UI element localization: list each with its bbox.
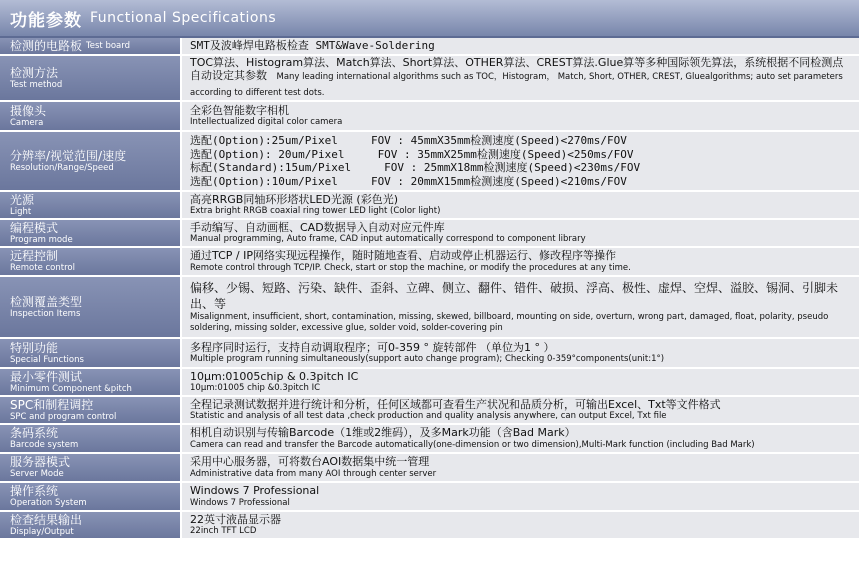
value-chinese: 高亮RRGB同轴环形塔状LED光源 (彩色光) [190, 192, 398, 206]
row-label [0, 425, 182, 452]
label-english: SPC and program control [10, 411, 117, 422]
row-label [0, 248, 182, 275]
value-chinese: 多程序同时运行，支持自动调取程序；可0-359 ° 旋转部件 （单位为1 ° ） [190, 340, 555, 354]
value-chinese: 手动编写、自动画框、CAD数据导入自动对应元件库 [190, 220, 445, 234]
label-english: Inspection Items [10, 308, 81, 319]
spec-row-server-mode [0, 454, 859, 483]
row-value [182, 38, 859, 54]
spec-row-operation-system [0, 483, 859, 512]
label-english: Test method [10, 79, 63, 90]
row-value [182, 454, 859, 481]
spec-row-test-method [0, 56, 859, 102]
spec-row-program-mode [0, 220, 859, 248]
label-chinese: 检测覆盖类型 [10, 294, 83, 309]
value-chinese: 全彩色智能数字相机 [190, 103, 289, 117]
label-english: Program mode [10, 234, 73, 245]
label-chinese: 光源 [10, 192, 35, 207]
spec-row-inspection-items [0, 277, 859, 339]
spec-row-special-functions [0, 339, 859, 369]
label-english: Resolution/Range/Speed [10, 162, 114, 173]
label-chinese: 摄像头 [10, 103, 47, 118]
row-label [0, 397, 182, 423]
title-chinese: 功能参数 [10, 10, 82, 31]
row-label [0, 277, 182, 337]
spec-row-light [0, 192, 859, 220]
spec-row-resolution [0, 132, 859, 192]
label-english: Special Functions [10, 354, 84, 365]
spec-row-remote-control [0, 248, 859, 277]
row-label [0, 339, 182, 367]
value-chinese: Windows 7 Professional [190, 484, 320, 498]
spec-row-camera [0, 102, 859, 132]
label-chinese: 操作系统 [10, 484, 59, 498]
resolution-line: 选配(Option):10um/Pixel FOV : 20mmX15mm检测速度(Speed)<210ms/FOV [190, 174, 627, 188]
row-label [0, 102, 182, 130]
value-english: Statistic and analysis of all test data ,check production and quality analysis anywhere, can output Excel, Txt file [190, 411, 667, 422]
label-english: Remote control [10, 263, 75, 273]
label-english: Server Mode [10, 469, 64, 479]
row-label [0, 192, 182, 218]
label-english: Operation System [10, 498, 87, 508]
spec-table [0, 38, 859, 540]
spec-row-spc [0, 397, 859, 425]
row-label [0, 369, 182, 395]
value-chinese: 采用中心服务器，可将数台AOI数据集中统一管理 [190, 455, 430, 469]
row-label [0, 220, 182, 246]
label-chinese: 远程控制 [10, 249, 59, 263]
label-chinese: 特别功能 [10, 340, 59, 355]
label-english: Display/Output [10, 526, 74, 537]
value-english: Many leading international algorithms such as TOC，Histogram， Match, Short, OTHER, CREST, Gluealgorithms; auto set parameters according to different test dots. [190, 72, 843, 98]
row-value [182, 397, 859, 423]
row-value [182, 56, 859, 100]
row-label [0, 454, 182, 481]
value-english: Intellectualized digital color camera [190, 117, 343, 128]
label-english: Barcode system [10, 440, 79, 450]
row-label [0, 56, 182, 100]
value-english: Multiple program running simultaneously(support auto change program); Checking 0-359°components(unit:1°) [190, 354, 665, 365]
row-value [182, 220, 859, 246]
value-english: 10μm:01005 chip &0.3pitch IC [190, 383, 321, 394]
value-chinese: SMT及波峰焊电路板检查 SMT&Wave-Soldering [190, 39, 435, 53]
label-english: Light [10, 206, 32, 217]
value-chinese: 相机自动识别与传输Barcode（1维或2维码），及多Mark功能（含Bad Mark） [190, 426, 576, 440]
value-chinese: 偏移、少锡、短路、污染、缺件、歪斜、立碑、侧立、翻件、错件、破损、浮高、极性、虚焊、空焊、溢胶、锡洞、引脚未出、等 [190, 281, 839, 311]
label-chinese: 条码系统 [10, 426, 59, 440]
value-chinese: 22英寸液晶显示器 [190, 512, 281, 526]
value-english: Camera can read and transfer the Barcode automatically(one-dimension or two dimension),Multi-Mark function (including Bad Mark) [190, 439, 755, 450]
row-label [0, 512, 182, 538]
spec-row-barcode [0, 425, 859, 454]
value-chinese: 通过TCP / IP网络实现远程操作，随时随地查看、启动或停止机器运行、修改程序等操作 [190, 249, 616, 263]
row-value [182, 132, 859, 190]
value-english: Manual programming, Auto frame, CAD input automatically correspond to component library [190, 234, 586, 245]
value-english: Extra bright RRGB coaxial ring tower LED light (Color light) [190, 206, 441, 217]
value-english: Remote control through TCP/IP. Check, start or stop the machine, or modify the procedures at any time. [190, 262, 631, 273]
resolution-line: 选配(Option): 20um/Pixel FOV : 35mmX25mm检测速度(Speed)<250ms/FOV [190, 147, 634, 161]
row-label [0, 132, 182, 190]
spec-title-bar [0, 0, 859, 38]
label-english: Minimum Component &pitch [10, 383, 132, 394]
label-english: Test board [86, 40, 131, 51]
row-value [182, 339, 859, 367]
resolution-line: 标配(Standard):15um/Pixel FOV : 25mmX18mm检测速度(Speed)<230ms/FOV [190, 161, 641, 174]
title-english: Functional Specifications [90, 10, 277, 26]
row-label [0, 483, 182, 510]
value-english: 22inch TFT LCD [190, 526, 257, 537]
label-chinese: 服务器模式 [10, 455, 71, 469]
label-chinese: 检查结果输出 [10, 512, 83, 527]
value-english: Windows 7 Professional [190, 497, 290, 508]
spec-row-minimum-component [0, 369, 859, 397]
resolution-line: 选配(Option):25um/Pixel FOV : 45mmX35mm检测速度(Speed)<270ms/FOV [190, 134, 627, 147]
row-value [182, 192, 859, 218]
spec-row-test-board [0, 38, 859, 56]
value-chinese: 全程记录测试数据并进行统计和分析，任何区域都可查看生产状况和品质分析，可输出Excel、Txt等文件格式 [190, 397, 721, 411]
row-value [182, 102, 859, 130]
spec-row-display-output [0, 512, 859, 540]
row-value [182, 512, 859, 538]
label-chinese: 分辨率/视觉范围/速度 [10, 148, 127, 163]
row-value [182, 483, 859, 510]
row-value [182, 277, 859, 337]
label-chinese: SPC和制程调控 [10, 397, 94, 412]
value-chinese: TOC算法、Histogram算法、Match算法、Short算法、OTHER算法、CREST算法.Glue算等多种国际领先算法，系统根据不同检测点自动设定其参数 [190, 56, 844, 83]
value-english: Misalignment, insufficient, short, contamination, missing, skewed, billboard, mounting on side, overturn, wrong part, damaged, float, polarity, pseudo soldering, missing solder, excessive glue, solder void, solder-covering pin [190, 312, 829, 333]
label-chinese: 编程模式 [10, 220, 59, 235]
label-chinese: 检测方法 [10, 65, 59, 80]
value-chinese: 10μm:01005chip & 0.3pitch IC [190, 369, 359, 383]
label-chinese: 检测的电路板 [10, 39, 83, 53]
row-value [182, 248, 859, 275]
value-english: Administrative data from many AOI through center server [190, 468, 437, 479]
row-label [0, 38, 182, 54]
label-english: Camera [10, 117, 44, 128]
row-value [182, 369, 859, 395]
label-chinese: 最小零件测试 [10, 369, 83, 384]
row-value [182, 425, 859, 452]
